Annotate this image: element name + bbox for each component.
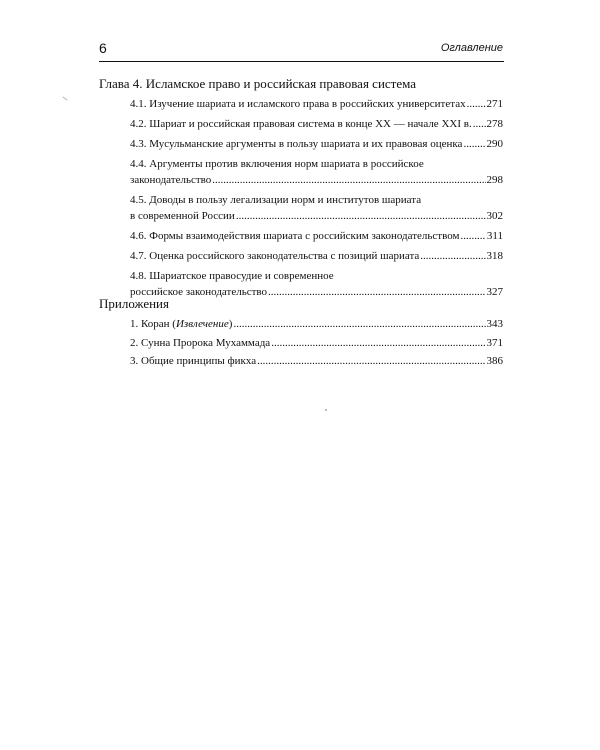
toc-entry <box>130 229 503 243</box>
toc-entry-text: 2. Сунна Пророка Мухаммада <box>130 337 271 349</box>
toc-entry-page: 298 <box>486 174 503 186</box>
toc-entry <box>130 117 503 131</box>
chapter-title: Глава 4. Исламское право и российская правовая система <box>99 76 417 91</box>
toc-entry-text: в современной России <box>130 210 235 222</box>
dot-leader <box>257 354 485 368</box>
dot-leader <box>467 97 486 111</box>
toc-entry-page: 311 <box>486 230 503 242</box>
toc-entry <box>130 97 503 111</box>
dot-leader <box>460 229 485 243</box>
page-header <box>99 40 503 60</box>
toc-entry-text: российское законодательство <box>130 286 268 298</box>
toc-entry <box>130 336 503 350</box>
toc-entry-text-line1: 4.4. Аргументы против включения норм шариата в российское <box>130 158 424 170</box>
toc-entry-text: 1. Коран (Извлечение) <box>130 318 233 330</box>
toc-entry <box>130 137 503 151</box>
scan-speck <box>62 96 67 100</box>
toc-entry-text: 4.2. Шариат и российская правовая система в конце XX — начале XXI в. <box>130 118 472 130</box>
toc-entry-page: 343 <box>486 318 503 330</box>
running-title: Оглавление <box>440 42 503 54</box>
toc-entry <box>130 317 503 331</box>
dot-leader <box>463 137 485 151</box>
toc-entry-page: 386 <box>486 355 503 367</box>
dot-leader <box>212 173 485 187</box>
toc-entry-text-line1: 4.8. Шариатское правосудие и современное <box>130 270 334 282</box>
appendices-title: Приложения <box>99 296 169 311</box>
toc-entry <box>130 193 503 223</box>
toc-entry-page: 290 <box>486 138 503 150</box>
toc-entry-page: 371 <box>486 337 503 349</box>
toc-entry <box>130 249 503 263</box>
header-rule <box>99 61 504 62</box>
toc-entry <box>130 354 503 368</box>
toc-entry-text: 4.3. Мусульманские аргументы в пользу шариата и их правовая оценка <box>130 138 463 150</box>
toc-entry-page: 302 <box>486 210 503 222</box>
toc-entry-page: 278 <box>486 118 503 130</box>
dot-leader <box>236 209 486 223</box>
dot-leader <box>233 317 485 331</box>
toc-entry-text: 3. Общие принципы фикха <box>130 355 257 367</box>
toc-entry-text: законодательство <box>130 174 212 186</box>
toc-entry <box>130 269 503 299</box>
toc-entry <box>130 157 503 187</box>
toc-entry-page: 327 <box>486 286 503 298</box>
dot-leader <box>271 336 485 350</box>
dot-leader <box>268 285 485 299</box>
toc-entry-text: 4.6. Формы взаимодействия шариата с российским законодательством <box>130 230 460 242</box>
toc-entry-page: 271 <box>486 98 503 110</box>
scan-speck <box>325 409 327 411</box>
toc-entry-text: 4.1. Изучение шариата и исламского права в российских университетах <box>130 98 466 110</box>
dot-leader <box>420 249 485 263</box>
toc-entry-page: 318 <box>486 250 503 262</box>
dot-leader <box>473 117 486 131</box>
toc-entry-text: 4.7. Оценка российского законодательства с позиций шариата <box>130 250 420 262</box>
page-number: 6 <box>99 40 107 56</box>
toc-entry-text-line1: 4.5. Доводы в пользу легализации норм и институтов шариата <box>130 194 422 206</box>
